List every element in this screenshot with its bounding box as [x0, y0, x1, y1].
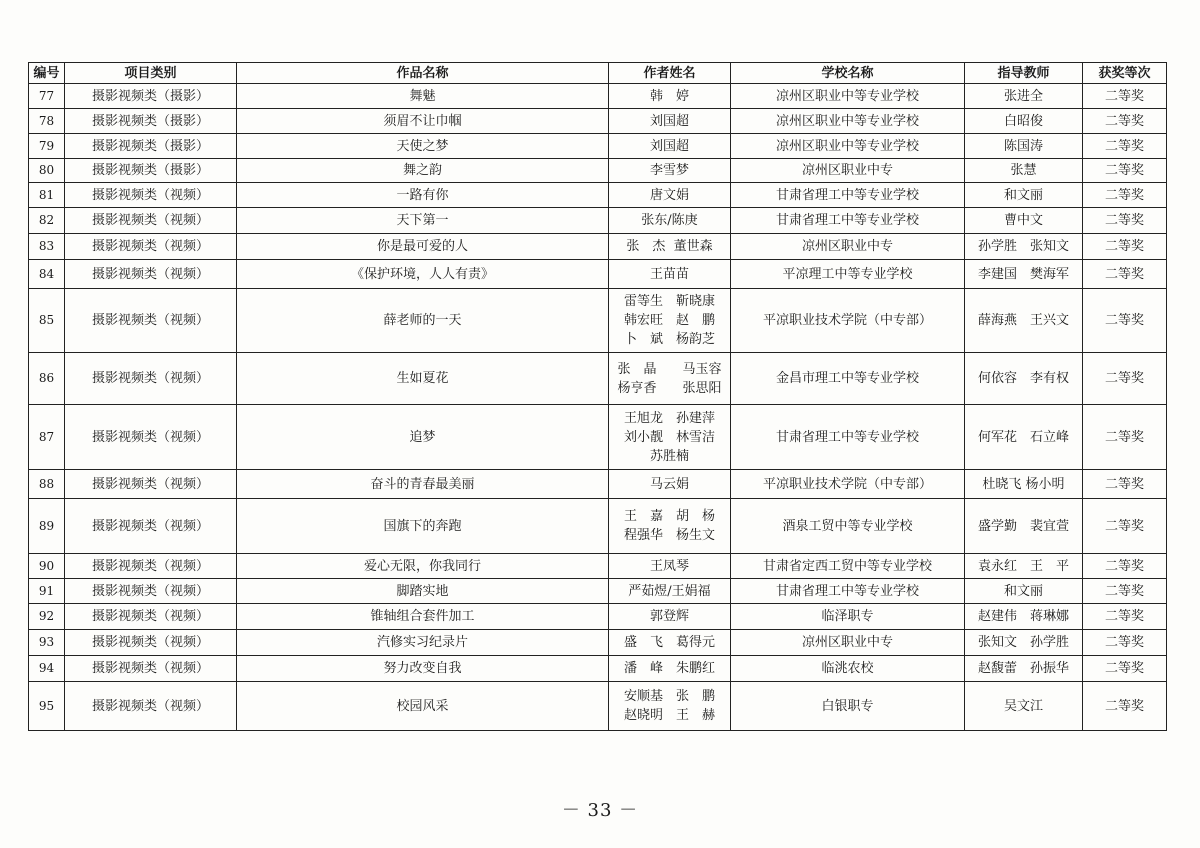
cell-award: 二等奖: [1083, 353, 1167, 405]
cell-award: 二等奖: [1083, 656, 1167, 682]
author-line: 赵晓明 王 赫: [623, 708, 715, 723]
header-authors: 作者姓名: [609, 63, 731, 84]
cell-title: 追梦: [237, 405, 609, 470]
cell-number: 82: [29, 208, 65, 234]
table-row: [29, 579, 1167, 604]
cell-authors: [609, 470, 731, 499]
cell-authors: [609, 405, 731, 470]
cell-number: 95: [29, 682, 65, 731]
cell-school: 凉州区职业中等专业学校: [731, 109, 965, 134]
author-line: 李雪梦: [649, 163, 689, 178]
cell-title: 汽修实习纪录片: [237, 630, 609, 656]
cell-teachers: 张知文 孙学胜: [965, 630, 1083, 656]
cell-number: 86: [29, 353, 65, 405]
author-line: 盛 飞 葛得元: [623, 635, 715, 650]
cell-number: 91: [29, 579, 65, 604]
author-line: 唐文娟: [649, 187, 689, 203]
cell-teachers: 袁永红 王 平: [965, 554, 1083, 579]
header-teachers: 指导教师: [965, 63, 1083, 84]
cell-category: 摄影视频类（视频）: [65, 499, 237, 554]
author-line: 苏胜楠: [649, 448, 689, 464]
cell-category: 摄影视频类（视频）: [65, 183, 237, 208]
cell-teachers: 何军花 石立峰: [965, 405, 1083, 470]
cell-category: 摄影视频类（摄影）: [65, 109, 237, 134]
cell-award: 二等奖: [1083, 554, 1167, 579]
author-line: 刘小靓 林雪洁: [623, 429, 715, 445]
author-line: 王苗苗: [649, 266, 689, 282]
cell-number: 94: [29, 656, 65, 682]
cell-school: 甘肃省理工中等专业学校: [731, 183, 965, 208]
cell-title: 天使之梦: [237, 134, 609, 159]
table-row: [29, 159, 1167, 183]
cell-category: 摄影视频类（视频）: [65, 604, 237, 630]
cell-teachers: 盛学勤 裴宜萱: [965, 499, 1083, 554]
cell-teachers: 何依容 李有权: [965, 353, 1083, 405]
cell-category: 摄影视频类（视频）: [65, 630, 237, 656]
cell-authors: [609, 208, 731, 234]
cell-title: 须眉不让巾帼: [237, 109, 609, 134]
cell-teachers: 和文丽: [965, 579, 1083, 604]
table-row: [29, 109, 1167, 134]
cell-school: 平凉职业技术学院（中专部）: [731, 470, 965, 499]
header-award: 获奖等次: [1083, 63, 1167, 84]
cell-authors: [609, 682, 731, 731]
table-row: [29, 630, 1167, 656]
table-row: [29, 183, 1167, 208]
cell-authors: [609, 579, 731, 604]
table-row: [29, 405, 1167, 470]
cell-number: 78: [29, 109, 65, 134]
cell-category: 摄影视频类（视频）: [65, 208, 237, 234]
cell-title: 爱心无限，你我同行: [237, 554, 609, 579]
cell-school: 凉州区职业中等专业学校: [731, 84, 965, 109]
cell-title: 一路有你: [237, 183, 609, 208]
author-line: 杨亨香 张思阳: [617, 380, 722, 396]
table-header-row: [29, 63, 1167, 84]
cell-award: 二等奖: [1083, 234, 1167, 260]
cell-number: 89: [29, 499, 65, 554]
cell-school: 临洮农校: [731, 656, 965, 682]
cell-title: 校园风采: [237, 682, 609, 731]
author-line: 刘国超: [649, 113, 689, 129]
table-row: [29, 84, 1167, 109]
cell-authors: [609, 260, 731, 289]
cell-school: 金昌市理工中等专业学校: [731, 353, 965, 405]
cell-authors: [609, 159, 731, 183]
cell-teachers: 张进全: [965, 84, 1083, 109]
cell-teachers: 赵馥蕾 孙振华: [965, 656, 1083, 682]
cell-category: 摄影视频类（视频）: [65, 579, 237, 604]
cell-category: 摄影视频类（视频）: [65, 656, 237, 682]
cell-teachers: 曹中文: [965, 208, 1083, 234]
cell-award: 二等奖: [1083, 289, 1167, 353]
cell-title: 国旗下的奔跑: [237, 499, 609, 554]
cell-number: 81: [29, 183, 65, 208]
cell-school: 甘肃省定西工贸中等专业学校: [731, 554, 965, 579]
cell-number: 87: [29, 405, 65, 470]
cell-authors: [609, 183, 731, 208]
header-school: 学校名称: [731, 63, 965, 84]
cell-authors: [609, 353, 731, 405]
cell-award: 二等奖: [1083, 109, 1167, 134]
author-line: 严茹煜/王娟福: [628, 583, 711, 599]
cell-teachers: 赵建伟 蒋琳娜: [965, 604, 1083, 630]
cell-number: 77: [29, 84, 65, 109]
cell-number: 85: [29, 289, 65, 353]
cell-number: 88: [29, 470, 65, 499]
cell-authors: [609, 134, 731, 159]
cell-authors: [609, 109, 731, 134]
cell-award: 二等奖: [1083, 84, 1167, 109]
cell-award: 二等奖: [1083, 682, 1167, 731]
cell-award: 二等奖: [1083, 604, 1167, 630]
table-row: [29, 353, 1167, 405]
cell-award: 二等奖: [1083, 499, 1167, 554]
cell-number: 79: [29, 134, 65, 159]
cell-authors: [609, 289, 731, 353]
cell-title: 脚踏实地: [237, 579, 609, 604]
cell-teachers: 薛海燕 王兴文: [965, 289, 1083, 353]
author-line: 王旭龙 孙建萍: [623, 410, 715, 426]
cell-authors: [609, 630, 731, 656]
cell-category: 摄影视频类（视频）: [65, 405, 237, 470]
cell-award: 二等奖: [1083, 183, 1167, 208]
author-line: 程强华 杨生文: [623, 528, 715, 543]
table-row: [29, 289, 1167, 353]
cell-number: 90: [29, 554, 65, 579]
cell-title: 《保护环境，人人有责》: [237, 260, 609, 289]
cell-number: 93: [29, 630, 65, 656]
cell-school: 平凉理工中等专业学校: [731, 260, 965, 289]
cell-award: 二等奖: [1083, 260, 1167, 289]
cell-authors: [609, 84, 731, 109]
header-title: 作品名称: [237, 63, 609, 84]
cell-teachers: 白昭俊: [965, 109, 1083, 134]
cell-category: 摄影视频类（视频）: [65, 554, 237, 579]
cell-title: 努力改变自我: [237, 656, 609, 682]
cell-category: 摄影视频类（视频）: [65, 260, 237, 289]
cell-school: 甘肃省理工中等专业学校: [731, 208, 965, 234]
cell-authors: [609, 604, 731, 630]
cell-award: 二等奖: [1083, 208, 1167, 234]
cell-title: 舞之韵: [237, 159, 609, 183]
cell-school: 平凉职业技术学院（中专部）: [731, 289, 965, 353]
author-line: 雷等生 靳晓康: [623, 294, 715, 309]
cell-category: 摄影视频类（视频）: [65, 289, 237, 353]
cell-teachers: 李建国 樊海军: [965, 260, 1083, 289]
cell-category: 摄影视频类（摄影）: [65, 134, 237, 159]
header-category: 项目类别: [65, 63, 237, 84]
cell-category: 摄影视频类（视频）: [65, 470, 237, 499]
cell-number: 84: [29, 260, 65, 289]
author-line: 安顺基 张 鹏: [623, 689, 715, 704]
cell-teachers: 杜晓飞 杨小明: [965, 470, 1083, 499]
page-number: － 33 －: [561, 800, 639, 821]
cell-category: 摄影视频类（视频）: [65, 682, 237, 731]
table-row: [29, 260, 1167, 289]
cell-school: 凉州区职业中专: [731, 159, 965, 183]
cell-authors: [609, 554, 731, 579]
author-line: 韩 婷: [649, 88, 689, 104]
table-row: [29, 134, 1167, 159]
cell-teachers: 张慧: [965, 159, 1083, 183]
cell-school: 凉州区职业中等专业学校: [731, 134, 965, 159]
table-row: [29, 656, 1167, 682]
author-line: 张 晶 马玉容: [617, 361, 722, 377]
cell-title: 你是最可爱的人: [237, 234, 609, 260]
table-row: [29, 604, 1167, 630]
author-line: 潘 峰 朱鹏红: [623, 661, 715, 676]
cell-school: 凉州区职业中专: [731, 234, 965, 260]
table-row: [29, 499, 1167, 554]
table-row: [29, 554, 1167, 579]
table-row: [29, 208, 1167, 234]
cell-school: 酒泉工贸中等专业学校: [731, 499, 965, 554]
cell-teachers: 和文丽: [965, 183, 1083, 208]
cell-award: 二等奖: [1083, 579, 1167, 604]
cell-authors: [609, 234, 731, 260]
cell-title: 生如夏花: [237, 353, 609, 405]
cell-teachers: 孙学胜 张知文: [965, 234, 1083, 260]
cell-category: 摄影视频类（摄影）: [65, 84, 237, 109]
author-line: 刘国超: [649, 138, 689, 154]
cell-category: 摄影视频类（视频）: [65, 234, 237, 260]
cell-teachers: 陈国涛: [965, 134, 1083, 159]
author-line: 张 杰 董世森: [626, 239, 713, 254]
cell-number: 83: [29, 234, 65, 260]
cell-title: 奋斗的青春最美丽: [237, 470, 609, 499]
cell-title: 锥轴组合套件加工: [237, 604, 609, 630]
cell-category: 摄影视频类（视频）: [65, 353, 237, 405]
award-table: [28, 62, 1167, 731]
cell-authors: [609, 499, 731, 554]
cell-school: 甘肃省理工中等专业学校: [731, 579, 965, 604]
cell-award: 二等奖: [1083, 159, 1167, 183]
author-line: 王 嘉 胡 杨: [623, 509, 715, 524]
cell-number: 80: [29, 159, 65, 183]
cell-authors: [609, 656, 731, 682]
cell-teachers: 吴文江: [965, 682, 1083, 731]
table-row: [29, 234, 1167, 260]
cell-title: 天下第一: [237, 208, 609, 234]
table-body: [29, 84, 1167, 731]
author-line: 马云娟: [649, 476, 689, 492]
cell-award: 二等奖: [1083, 630, 1167, 656]
cell-award: 二等奖: [1083, 405, 1167, 470]
header-number: 编号: [29, 63, 65, 84]
cell-title: 薛老师的一天: [237, 289, 609, 353]
table-row: [29, 470, 1167, 499]
author-line: 郭登辉: [649, 609, 689, 624]
author-line: 王凤琴: [649, 558, 689, 574]
cell-school: 甘肃省理工中等专业学校: [731, 405, 965, 470]
cell-category: 摄影视频类（摄影）: [65, 159, 237, 183]
cell-school: 凉州区职业中专: [731, 630, 965, 656]
cell-award: 二等奖: [1083, 470, 1167, 499]
cell-school: 白银职专: [731, 682, 965, 731]
author-line: 韩宏旺 赵 鹏: [623, 313, 715, 328]
table-row: [29, 682, 1167, 731]
cell-number: 92: [29, 604, 65, 630]
cell-award: 二等奖: [1083, 134, 1167, 159]
author-line: 张东/陈庚: [641, 213, 698, 228]
author-line: 卜 斌 杨韵芝: [623, 332, 715, 347]
cell-school: 临泽职专: [731, 604, 965, 630]
cell-title: 舞魅: [237, 84, 609, 109]
